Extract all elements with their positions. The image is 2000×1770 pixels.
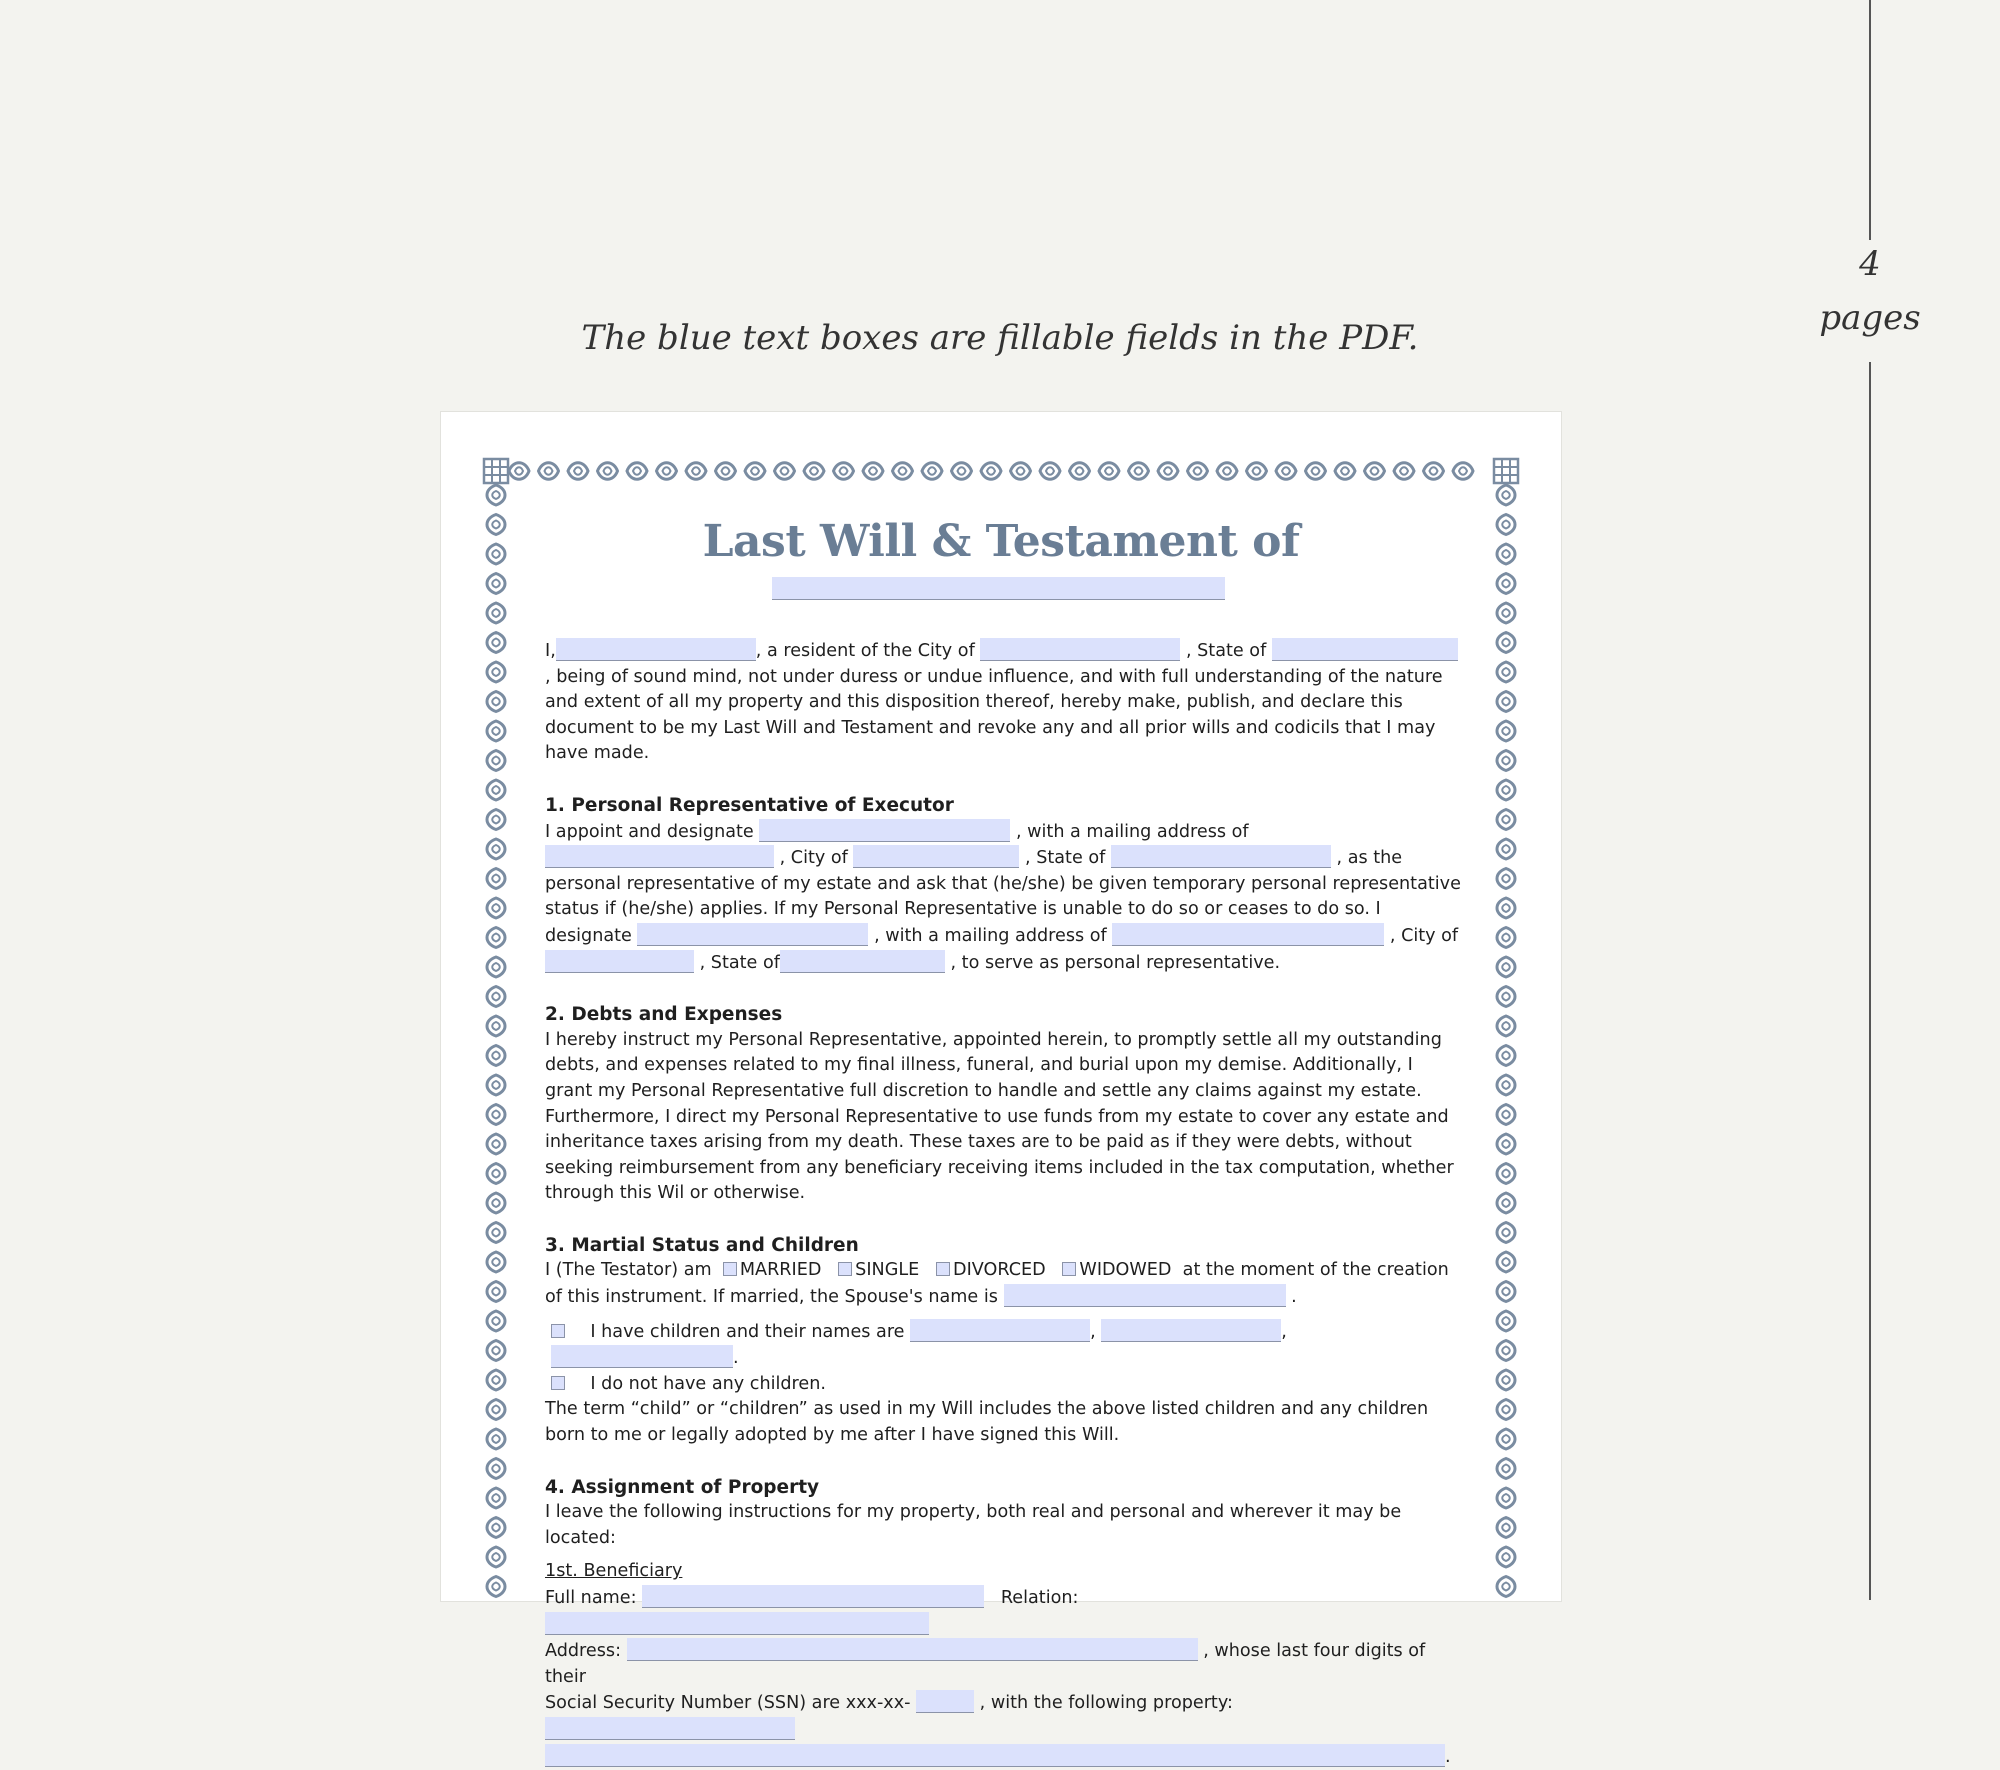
border-link [487, 1429, 505, 1449]
children-no-checkbox[interactable] [551, 1376, 565, 1390]
border-link [1497, 839, 1515, 859]
border-link [1497, 1193, 1515, 1213]
married-checkbox[interactable] [723, 1262, 737, 1276]
alternate-executor-city-field[interactable] [545, 950, 694, 973]
border-link [487, 1370, 505, 1390]
border-link [1497, 1134, 1515, 1154]
border-link [1497, 574, 1515, 594]
border-link [487, 1223, 505, 1243]
executor-city-field[interactable] [853, 845, 1019, 868]
border-link [1099, 463, 1119, 480]
executor-state-field[interactable] [1111, 845, 1331, 868]
border-link [487, 780, 505, 800]
border-link [1497, 1577, 1515, 1597]
border-link [1424, 463, 1444, 480]
border-link [1497, 810, 1515, 830]
border-link [487, 1252, 505, 1272]
border-link [487, 1311, 505, 1331]
border-link [487, 1046, 505, 1066]
border-link [487, 987, 505, 1007]
section-heading: 1. Personal Representative of Executor [545, 794, 954, 816]
executor-address-field[interactable] [545, 845, 774, 868]
border-link [1497, 957, 1515, 977]
children-definition: The term “child” or “children” as used in my Will includes the above listed children and any children born to me or legally adopted by me after I have signed this Will. [545, 1399, 1429, 1446]
property-intro: I leave the following instructions for my property, both real and personal and wherever it may be located: [545, 1502, 1402, 1548]
debts-paragraph: I hereby instruct my Personal Representative, appointed herein, to promptly settle all my outstanding debts, and expenses related to my final illness, funeral, and burial upon my demise. Additionally, I grant my Personal Representative full discretion to handle and settle any claims against my estate. Furthermore, I direct my Personal Representative to use funds from my estate to cover any estate and inheritance taxes arising from my death. These taxes are to be paid as if they were debts, without seeking reimbursement from any beneficiary receiving items included in the tax computation, whether through this Wil or otherwise. [545, 1029, 1454, 1204]
border-corner [484, 459, 508, 483]
beneficiary-address-field[interactable] [627, 1638, 1198, 1661]
border-link [487, 1518, 505, 1538]
border-link [487, 839, 505, 859]
border-link [1497, 1105, 1515, 1125]
border-link [834, 463, 854, 480]
border-link [1497, 780, 1515, 800]
border-link [627, 463, 647, 480]
spouse-name-field[interactable] [1004, 1284, 1286, 1307]
alternate-executor-name-field[interactable] [637, 923, 868, 946]
border-link [487, 662, 505, 682]
testator-city-field[interactable] [980, 638, 1180, 661]
border-link [509, 463, 529, 480]
section-heading: 3. Martial Status and Children [545, 1234, 859, 1256]
border-link [1497, 1400, 1515, 1420]
border-link [1497, 1164, 1515, 1184]
border-link [487, 869, 505, 889]
testator-full-name-field[interactable] [556, 638, 756, 661]
border-link [487, 1105, 505, 1125]
border-link [487, 1016, 505, 1036]
border-link [1497, 485, 1515, 505]
border-link [1497, 1488, 1515, 1508]
child-2-field[interactable] [1101, 1319, 1281, 1342]
divorced-checkbox[interactable] [936, 1262, 950, 1276]
border-link [1011, 463, 1031, 480]
border-link [487, 1459, 505, 1479]
border-link [1453, 463, 1473, 480]
border-link [487, 751, 505, 771]
border-link [1276, 463, 1296, 480]
border-link [1129, 463, 1149, 480]
children-yes-checkbox[interactable] [551, 1324, 565, 1338]
testator-state-field[interactable] [1272, 638, 1458, 661]
section-heading: 2. Debts and Expenses [545, 1004, 783, 1026]
marital-status-paragraph: I (The Testator) am MARRIED SINGLE DIVORCED WIDOWED at the moment of the creation of this instrument. If married, the Spouse's name is . [545, 1260, 1449, 1308]
beneficiary-name-row: Full name: Relation: [545, 1585, 1465, 1638]
border-link [1497, 1223, 1515, 1243]
border-link [716, 463, 736, 480]
side-divider-line [1869, 362, 1871, 1600]
beneficiary-ssn-row: Social Security Number (SSN) are xxx-xx- , with the following property: [545, 1690, 1465, 1743]
border-link [1306, 463, 1326, 480]
border-top [509, 463, 1473, 480]
alternate-executor-state-field[interactable] [780, 950, 945, 973]
border-link [487, 1547, 505, 1567]
border-link [539, 463, 559, 480]
border-link [1217, 463, 1237, 480]
border-link [1497, 1518, 1515, 1538]
border-link [1158, 463, 1178, 480]
border-link [1497, 1459, 1515, 1479]
border-link [487, 957, 505, 977]
border-link [1247, 463, 1267, 480]
border-link [893, 463, 913, 480]
border-link [487, 603, 505, 623]
beneficiary-property-continued-field[interactable] [545, 1744, 1445, 1767]
border-link [1497, 869, 1515, 889]
border-link [487, 574, 505, 594]
border-right [1497, 485, 1515, 1597]
border-link [1497, 1016, 1515, 1036]
border-link [1335, 463, 1355, 480]
widowed-checkbox[interactable] [1062, 1262, 1076, 1276]
border-link [487, 1193, 505, 1213]
border-link [487, 1134, 505, 1154]
border-link [487, 1400, 505, 1420]
border-link [1497, 987, 1515, 1007]
page-count: 4 [1859, 244, 1881, 284]
border-link [487, 928, 505, 948]
border-link [487, 1282, 505, 1302]
border-link [487, 721, 505, 741]
beneficiary-property-field[interactable] [545, 1717, 795, 1740]
border-link [922, 463, 942, 480]
border-link [568, 463, 588, 480]
border-link [1497, 928, 1515, 948]
border-link [1497, 721, 1515, 741]
beneficiary-property-row: . [545, 1744, 1465, 1770]
border-link [1497, 1252, 1515, 1272]
children-no-row: I do not have any children. [545, 1372, 1465, 1398]
border-link [1188, 463, 1208, 480]
page-count-label: pages [1819, 298, 1921, 338]
beneficiary-name-field[interactable] [642, 1585, 984, 1608]
border-link [487, 810, 505, 830]
border-link [487, 1488, 505, 1508]
alternate-executor-address-field[interactable] [1112, 923, 1384, 946]
border-link [1070, 463, 1090, 480]
border-link [1497, 1341, 1515, 1361]
border-link [487, 1164, 505, 1184]
border-corner [1494, 459, 1518, 483]
beneficiary-ssn-field[interactable] [916, 1690, 974, 1713]
border-link [981, 463, 1001, 480]
border-link [1040, 463, 1060, 480]
border-link [487, 1577, 505, 1597]
border-link [1497, 1429, 1515, 1449]
border-left [487, 485, 505, 1597]
executor-paragraph: I appoint and designate , with a mailing address of , City of , State of , as the personal representative of my estate and ask that (he/she) be given temporary personal representative status if (he/she) applies. If my Personal Representative is unable to do so or ceases to do so. I designate , with a mailing address of , City of , State of , to serve as personal representative. [545, 819, 1465, 977]
border-link [745, 463, 765, 480]
fillable-fields-caption: The blue text boxes are fillable fields in the PDF. [581, 318, 1419, 358]
border-link [487, 633, 505, 653]
intro-paragraph: I, , a resident of the City of , State of , being of sound mind, not under duress or undue influence, and with full understanding of the nature and extent of all my property and this disposition thereof, hereby make, publish, and declare this document to be my Last Will and Testament and revoke any and all prior wills and codicils that I may have made. [545, 638, 1465, 767]
border-link [863, 463, 883, 480]
border-link [1497, 662, 1515, 682]
border-link [1497, 692, 1515, 712]
child-3-field[interactable] [551, 1345, 733, 1368]
border-link [1497, 898, 1515, 918]
border-link [1497, 603, 1515, 623]
border-link [804, 463, 824, 480]
border-link [487, 1075, 505, 1095]
border-link [657, 463, 677, 480]
border-link [1497, 633, 1515, 653]
single-checkbox[interactable] [838, 1262, 852, 1276]
document-title: Last Will & Testament of [702, 516, 1300, 567]
border-link [487, 692, 505, 712]
border-link [1497, 1282, 1515, 1302]
border-link [598, 463, 618, 480]
border-link [1497, 1311, 1515, 1331]
document-body [545, 517, 1465, 1770]
border-link [487, 485, 505, 505]
border-link [1497, 1370, 1515, 1390]
beneficiary-relation-field[interactable] [545, 1612, 929, 1635]
beneficiary-address-row: Address: , whose last four digits of their [545, 1638, 1465, 1690]
border-link [1497, 1046, 1515, 1066]
section-heading: 4. Assignment of Property [545, 1476, 820, 1498]
border-link [1365, 463, 1385, 480]
border-link [487, 898, 505, 918]
document-page[interactable] [440, 411, 1562, 1767]
child-1-field[interactable] [910, 1319, 1090, 1342]
border-link [1497, 1075, 1515, 1095]
border-link [487, 1341, 505, 1361]
border-link [1394, 463, 1414, 480]
executor-name-field[interactable] [759, 819, 1010, 842]
border-link [952, 463, 972, 480]
side-divider-line [1869, 0, 1871, 240]
border-link [686, 463, 706, 480]
border-link [1497, 1547, 1515, 1567]
border-link [775, 463, 795, 480]
children-yes-row: I have children and their names are , , . [545, 1319, 1465, 1372]
border-link [1497, 751, 1515, 771]
beneficiary-heading: 1st. Beneficiary [545, 1561, 683, 1582]
